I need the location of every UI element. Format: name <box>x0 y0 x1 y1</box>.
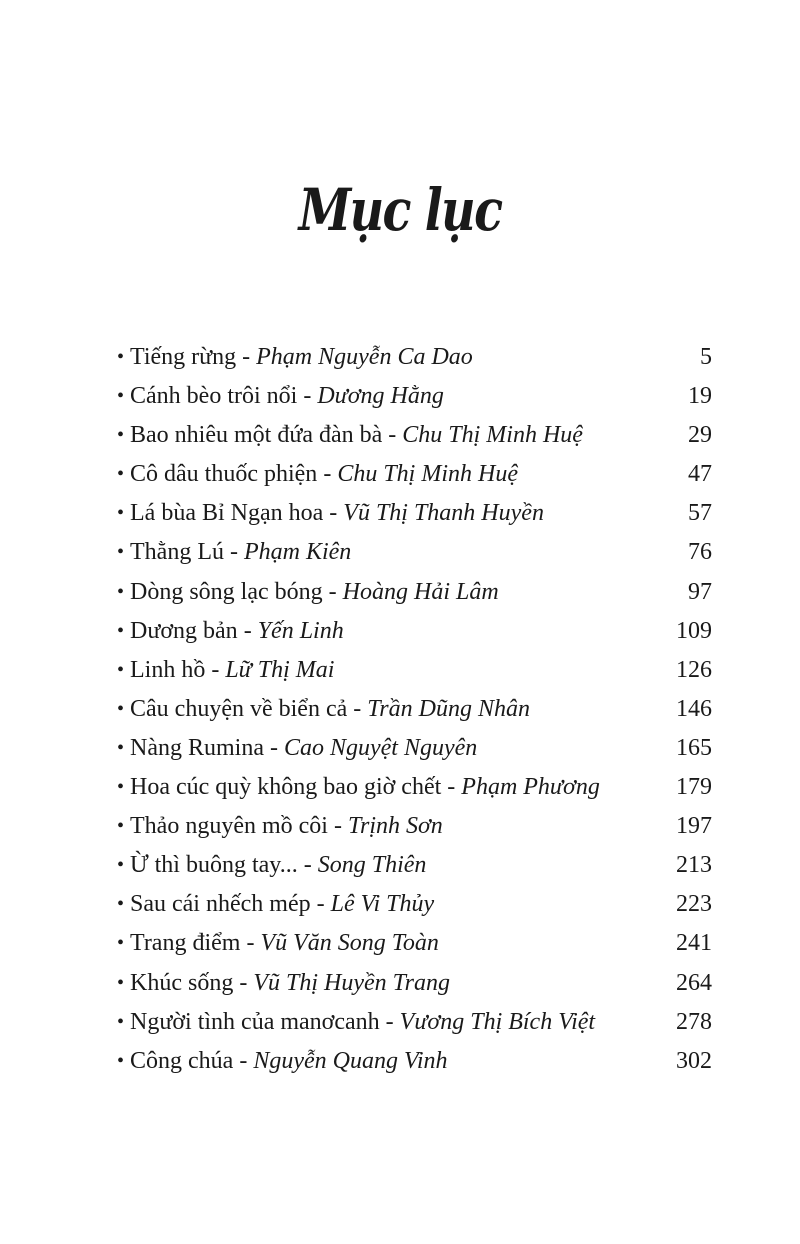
page-number: 302 <box>676 1047 712 1074</box>
toc-entry: • Ừ thì buông tay... - Song Thiên 213 <box>0 846 800 885</box>
story-title: Cánh bèo trôi nổi <box>130 383 298 410</box>
bullet-icon: • <box>117 463 125 486</box>
toc-entry: • Linh hồ - Lữ Thị Mai 126 <box>0 651 800 690</box>
bullet-icon: • <box>117 1049 125 1072</box>
story-author: Trần Dũng Nhân <box>367 695 530 722</box>
story-author: Vũ Thị Thanh Huyền <box>343 500 544 527</box>
page-number: 213 <box>676 852 712 879</box>
toc-entry: • Công chúa - Nguyễn Quang Vinh 302 <box>0 1042 800 1081</box>
story-author: Phạm Nguyễn Ca Dao <box>256 344 473 370</box>
bullet-icon: • <box>117 776 125 799</box>
page-number: 165 <box>676 734 712 761</box>
story-author: Vương Thị Bích Việt <box>399 1008 596 1035</box>
story-title: Người tình của manơcanh <box>130 1008 380 1035</box>
page-number: 76 <box>688 539 712 566</box>
story-title: Bao nhiêu một đứa đàn bà <box>130 422 383 449</box>
story-author: Trịnh Sơn <box>347 813 443 840</box>
toc-entry: • Cánh bèo trôi nổi - Dương Hằng 19 <box>0 377 800 416</box>
bullet-icon: • <box>117 502 125 525</box>
story-author: Chu Thị Minh Huệ <box>402 422 583 449</box>
toc-entry: • Sau cái nhếch mép - Lê Vi Thủy 223 <box>0 885 800 924</box>
story-title: Công chúa <box>130 1047 234 1074</box>
toc-entry: • Câu chuyện về biển cả - Trần Dũng Nhân 146 <box>0 690 800 729</box>
story-author: Nguyễn Quang Vinh <box>253 1047 448 1074</box>
page-number: 29 <box>688 422 712 449</box>
page-number: 5 <box>700 344 712 370</box>
bullet-icon: • <box>117 424 125 447</box>
page-title: Mục lục <box>298 176 502 244</box>
story-author: Phạm Kiên <box>243 539 352 566</box>
story-title: Trang điểm <box>130 930 241 957</box>
story-author: Chu Thị Minh Huệ <box>337 461 518 488</box>
story-title: Thằng Lú <box>130 539 224 566</box>
toc-entry: • Dòng sông lạc bóng - Hoàng Hải Lâm 97 <box>0 573 800 612</box>
story-author: Yến Linh <box>257 617 344 644</box>
story-title: Cô dâu thuốc phiện <box>130 461 318 488</box>
toc-entry: • Người tình của manơcanh - Vương Thị Bích Việt 278 <box>0 1003 800 1042</box>
bullet-icon: • <box>117 736 125 759</box>
page-number: 146 <box>676 695 712 722</box>
bullet-icon: • <box>117 346 125 368</box>
bullet-icon: • <box>117 1010 125 1033</box>
story-title: Dòng sông lạc bóng <box>130 578 323 605</box>
page-number: 223 <box>676 891 712 918</box>
page-number: 278 <box>676 1008 712 1035</box>
bullet-icon: • <box>117 971 125 994</box>
page-number: 241 <box>676 930 712 957</box>
toc-entry: • Trang điểm - Vũ Văn Song Toàn 241 <box>0 924 800 963</box>
page-number: 179 <box>676 774 712 801</box>
bullet-icon: • <box>117 854 125 877</box>
page-number: 57 <box>688 500 712 527</box>
story-title: Ừ thì buông tay... <box>130 852 298 879</box>
toc-entry: • Lá bùa Bỉ Ngạn hoa - Vũ Thị Thanh Huyền 57 <box>0 494 800 533</box>
toc-entry: • Cô dâu thuốc phiện - Chu Thị Minh Huệ 47 <box>0 455 800 494</box>
table-of-contents <box>0 338 800 1081</box>
story-author: Song Thiên <box>317 852 427 879</box>
story-title: Hoa cúc quỳ không bao giờ chết <box>130 774 442 801</box>
page-number: 47 <box>688 461 712 488</box>
toc-entry: • Thằng Lú - Phạm Kiên 76 <box>0 533 800 572</box>
story-author: Lê Vi Thủy <box>330 891 435 918</box>
story-title: Thảo nguyên mồ côi <box>130 813 328 840</box>
bullet-icon: • <box>117 893 125 916</box>
story-title: Lá bùa Bỉ Ngạn hoa <box>130 500 324 527</box>
story-author: Vũ Văn Song Toàn <box>260 930 439 957</box>
story-title: Câu chuyện về biển cả <box>130 695 348 722</box>
story-author: Hoàng Hải Lâm <box>342 578 499 605</box>
page-number: 19 <box>688 383 712 410</box>
story-title: Tiếng rừng <box>130 344 237 370</box>
story-author: Phạm Phương <box>461 774 600 801</box>
story-author: Dương Hằng <box>317 383 444 410</box>
toc-entry: • Tiếng rừng - Phạm Nguyễn Ca Dao 5 <box>0 338 800 377</box>
bullet-icon: • <box>117 385 125 408</box>
story-author: Lữ Thị Mai <box>225 656 335 683</box>
bullet-icon: • <box>117 658 125 681</box>
page-number: 126 <box>676 656 712 683</box>
bullet-icon: • <box>117 541 125 564</box>
story-title: Linh hồ <box>130 656 206 683</box>
story-title: Sau cái nhếch mép <box>130 891 311 918</box>
toc-entry: • Dương bản - Yến Linh 109 <box>0 612 800 651</box>
page-number: 97 <box>688 578 712 605</box>
page-number: 264 <box>676 969 712 996</box>
toc-entry: • Bao nhiêu một đứa đàn bà - Chu Thị Minh Huệ 29 <box>0 416 800 455</box>
page-number: 109 <box>676 617 712 644</box>
page-number: 197 <box>676 813 712 840</box>
bullet-icon: • <box>117 619 125 642</box>
toc-entry: • Khúc sống - Vũ Thị Huyền Trang 264 <box>0 964 800 1003</box>
story-title: Khúc sống <box>130 969 234 996</box>
story-title: Nàng Rumina <box>130 734 264 761</box>
toc-entry: • Nàng Rumina - Cao Nguyệt Nguyên 165 <box>0 729 800 768</box>
story-author: Vũ Thị Huyền Trang <box>253 969 451 996</box>
bullet-icon: • <box>117 580 125 603</box>
toc-entry: • Hoa cúc quỳ không bao giờ chết - Phạm Phương 179 <box>0 768 800 807</box>
bullet-icon: • <box>117 697 125 720</box>
toc-entry: • Thảo nguyên mồ côi - Trịnh Sơn 197 <box>0 807 800 846</box>
story-author: Cao Nguyệt Nguyên <box>283 734 478 761</box>
story-title: Dương bản <box>130 617 238 644</box>
bullet-icon: • <box>117 932 125 955</box>
bullet-icon: • <box>117 815 125 838</box>
